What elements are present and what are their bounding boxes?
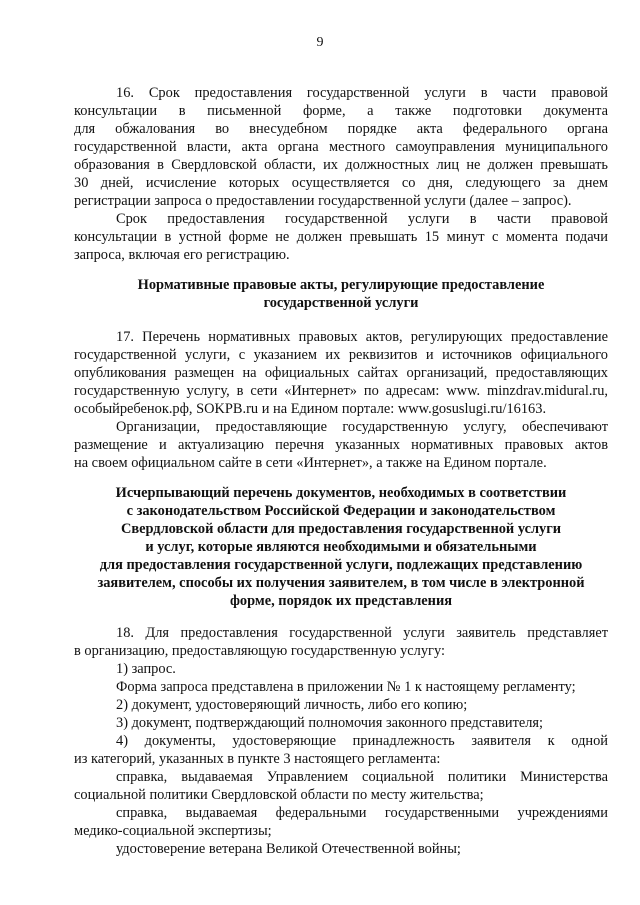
s16-line-2: консультации в письменной форме, а также подготовки документа — [74, 103, 608, 119]
section-16 — [74, 84, 608, 264]
s16-oral-line-1: Срок предоставления государственной услуги в части правовой — [116, 211, 608, 227]
s16-line-5: образования в Свердловской области, их должностных лиц не должен превышать — [74, 157, 608, 173]
s18-item-3: 3) документ, подтверждающий полномочия законного представителя; — [116, 715, 544, 731]
s18-cert-2-line-1: справка, выдаваемая федеральными государственными учреждениями — [116, 805, 608, 821]
s18-cert-3: удостоверение ветерана Великой Отечественной войны; — [116, 841, 461, 857]
s16-oral-line-3: запроса, включая его регистрацию. — [74, 247, 290, 263]
s17-org-line-3: на своем официальном сайте в сети «Интернет», а также на Едином портале. — [74, 455, 547, 471]
heading-docs-line-5: для предоставления государственной услуги, подлежащих представлению — [99, 557, 583, 573]
s18-cert-2-line-2: медико-социальной экспертизы; — [74, 823, 272, 839]
s18-item-4-line-2: из категорий, указанных в пункте 3 настоящего регламента: — [74, 751, 441, 767]
s16-line-1: 16. Срок предоставления государственной услуги в части правовой — [116, 85, 608, 101]
heading-docs-line-2: с законодательством Российской Федерации и законодательством — [126, 503, 556, 519]
heading-docs-line-4: и услуг, которые являются необходимыми и обязательными — [145, 539, 537, 555]
s18-item-2: 2) документ, удостоверяющий личность, либо его копию; — [116, 697, 468, 713]
s18-intro-line-1: 18. Для предоставления государственной услуги заявитель представляет — [116, 625, 608, 641]
s18-intro-line-2: в организацию, предоставляющую государственную услугу: — [74, 643, 445, 659]
s18-form-note: Форма запроса представлена в приложении № 1 к настоящему регламенту; — [116, 679, 576, 695]
heading-acts-line-2: государственной услуги — [263, 295, 419, 311]
section-18 — [74, 624, 608, 858]
s17-line-1: 17. Перечень нормативных правовых актов, регулирующих предоставление — [116, 329, 608, 345]
page-number: 9 — [316, 35, 324, 50]
s17-org-line-2: размещение и актуализацию перечня указанных нормативных правовых актов — [74, 437, 608, 453]
s16-line-6: 30 дней, исчисление которых осуществляется со дня, следующего за днем — [74, 175, 608, 191]
heading-normative-acts — [74, 276, 608, 312]
s18-cert-1-line-1: справка, выдаваемая Управлением социальной политики Министерства — [116, 769, 608, 785]
s16-line-3: для обжалования во внесудебном порядке акта федерального органа — [74, 121, 608, 137]
s18-item-1: 1) запрос. — [116, 661, 176, 677]
s17-line-5: особыйребенок.рф, SOKPB.ru и на Едином портале: www.gosuslugi.ru/16163. — [74, 401, 547, 417]
s18-cert-1-line-2: социальной политики Свердловской области по месту жительства; — [74, 787, 484, 803]
heading-docs-line-3: Свердловской области для предоставления государственной услуги — [120, 521, 562, 537]
s16-oral-line-2: консультации в устной форме не должен превышать 15 минут с момента подачи — [74, 229, 608, 245]
s16-line-4: государственной власти, акта органа местного самоуправления муниципального — [74, 139, 608, 155]
heading-acts-line-1: Нормативные правовые акты, регулирующие предоставление — [137, 277, 545, 293]
s16-line-7: регистрации запроса о предоставлении государственной услуги (далее – запрос). — [74, 193, 572, 209]
s18-item-4-line-1: 4) документы, удостоверяющие принадлежность заявителя к одной — [116, 733, 608, 749]
heading-docs-line-7: форме, порядок их представления — [229, 593, 453, 609]
section-17 — [74, 328, 608, 472]
s17-line-3: опубликования размещен на официальных сайтах организаций, предоставляющих — [74, 365, 608, 381]
s17-line-2: государственной услуги, с указанием их реквизитов и источников официального — [74, 347, 608, 363]
s17-org-line-1: Организации, предоставляющие государственную услугу, обеспечивают — [116, 419, 608, 435]
heading-documents-list — [74, 484, 608, 610]
s17-line-4: государственную услугу, в сети «Интернет» по адресам: www. minzdrav.midural.ru, — [74, 383, 608, 399]
heading-docs-line-1: Исчерпывающий перечень документов, необходимых в соответствии — [115, 485, 567, 501]
heading-docs-line-6: заявителем, способы их получения заявителем, в том числе в электронной — [97, 575, 585, 591]
